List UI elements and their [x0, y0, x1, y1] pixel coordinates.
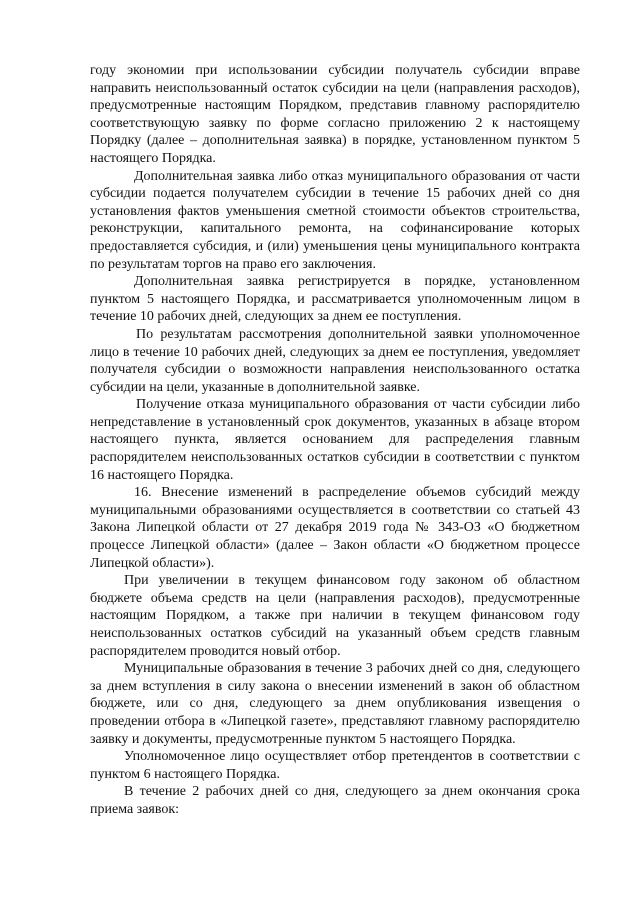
document-page — [90, 62, 580, 819]
paragraph-additional-application: Дополнительная заявка либо отказ муниципального образования от части субсидии подается получателем субсидии в течение 15 рабочих дней со дня установления фактов уменьшения сметной стоимости объектов строительства, реконструкции, капитального ремонта, на софинансирование которых предоставляется субсидия, и (или) уменьшения цены муниципального контракта по результатам торгов на право его заключения. — [90, 168, 580, 272]
paragraph-municipal-submission: Муниципальные образования в течение 3 рабочих дней со дня, следующего за днем вступления в силу закона о внесении изменений в закон об областном бюджете, или со дня, следующего за днем опубликования извещения о проведении отбора в «Липецкой газете», представляют главному распорядителю заявку и документы, предусмотренные пунктом 5 настоящего Порядка. — [90, 661, 580, 747]
paragraph-item-16: 16. Внесение изменений в распределение объемов субсидий между муниципальными образованиями осуществляется в соответствии со статьей 43 Закона Липецкой области от 27 декабря 2019 года № 343-ОЗ «О бюджетном процессе Липецкой области» (далее – Закон области «О бюджетном процессе Липецкой области»). — [90, 485, 580, 571]
paragraph-refusal: Получение отказа муниципального образования от части субсидии либо непредставление в установленный срок документов, указанных в абзаце втором настоящего пункта, является основанием для распределения главным распорядителем неиспользованных остатков субсидии в соответствии с пунктом 16 настоящего Порядка. — [90, 397, 580, 483]
paragraph-registration: Дополнительная заявка регистрируется в порядке, установленном пунктом 5 настоящего Порядка, и рассматривается уполномоченным лицом в течение 10 рабочих дней, следующих за днем ее поступления. — [90, 274, 580, 325]
paragraph-selection: Уполномоченное лицо осуществляет отбор претендентов в соответствии с пунктом 6 настоящего Порядка. — [90, 749, 580, 782]
paragraph-review-results: По результатам рассмотрения дополнительной заявки уполномоченное лицо в течение 10 рабочих дней, следующих за днем ее поступления, уведомляет получателя субсидии о возможности направления неиспользованного остатка субсидии на цели, указанные в дополнительной заявке. — [90, 326, 580, 395]
paragraph-continuation: году экономии при использовании субсидии получатель субсидии вправе направить неиспользованный остаток субсидии на цели (направления расходов), предусмотренные настоящим Порядком, представив главному распорядителю соответствующую заявку по форме согласно приложению 2 к настоящему Порядку (далее – дополнительная заявка) в порядке, установленном пунктом 5 настоящего Порядка. — [90, 63, 580, 166]
paragraph-budget-increase: При увеличении в текущем финансовом году законом об областном бюджете объема средств на цели (направления расходов), предусмотренные настоящим Порядком, а также при наличии в текущем финансовом году неиспользованных остатков субсидий на указанный объем средств главным распорядителем проводится новый отбор. — [90, 573, 580, 659]
paragraph-deadline: В течение 2 рабочих дней со дня, следующего за днем окончания срока приема заявок: — [90, 784, 580, 817]
